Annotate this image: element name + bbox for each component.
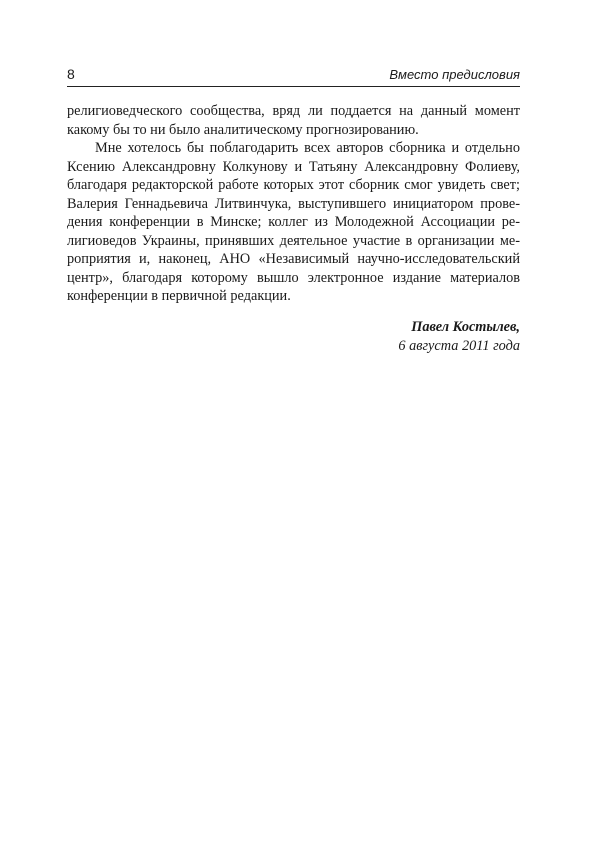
text-line: центр», благодаря которому вышло электронное издание материалов [67, 269, 520, 286]
text-line: дения конференции в Минске; коллег из Молодежной Ассоциации ре- [67, 214, 520, 230]
running-head-title: Вместо предисловия [389, 67, 520, 82]
text-line: конференции в первичной редакции. [67, 288, 291, 304]
text-line: религиоведческого сообщества, вряд ли поддается на данный момент [67, 103, 520, 119]
text-line: роприятия и, наконец, АНО «Независимый научно-исследовательский [67, 251, 520, 267]
text-line: Валерия Геннадьевича Литвинчука, выступившего инициатором прове- [67, 195, 520, 212]
text-line: Ксению Александровну Колкунову и Татьяну Александровну Фолиеву, [67, 158, 520, 175]
text-line: Мне хотелось бы поблагодарить всех авторов сборника и отдельно [95, 140, 520, 156]
signature-date: 6 августа 2011 года [398, 337, 520, 354]
page-number: 8 [67, 66, 75, 82]
signature-block [398, 318, 520, 355]
body-text [67, 102, 520, 306]
text-line: какому бы то ни было аналитическому прогнозированию. [67, 121, 419, 138]
header-divider [67, 86, 520, 87]
signature-author: Павел Костылев, [411, 319, 520, 335]
text-line: лигиоведов Украины, принявших деятельное участие в организации ме- [67, 232, 520, 249]
text-line: благодаря редакторской работе которых этот сборник смог увидеть свет; [67, 177, 520, 193]
